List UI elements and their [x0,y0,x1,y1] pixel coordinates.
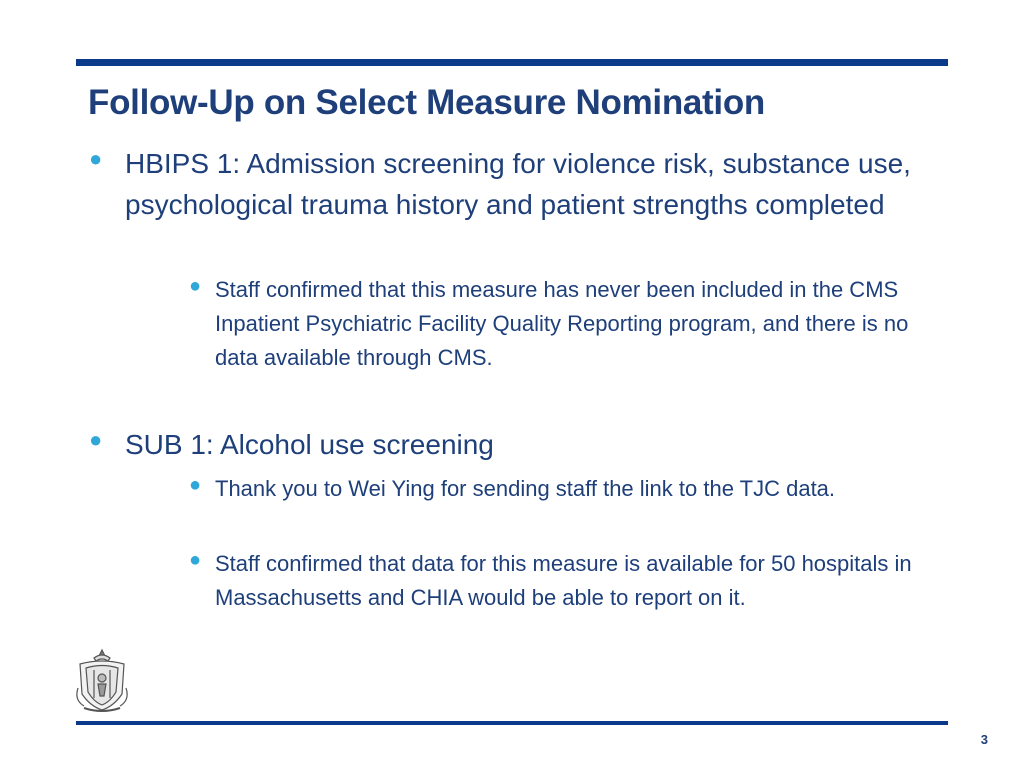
sub-item-sub1-hospitals [189,547,935,615]
bullet-text: HBIPS 1: Admission screening for violence risk, substance use, psychological trauma history and patient strengths completed [125,148,911,220]
sub-bullet-text: Staff confirmed that data for this measure is available for 50 hospitals in Massachusetts and CHIA would be able to report on it. [215,551,912,610]
sub-bullet-text: Staff confirmed that this measure has never been included in the CMS Inpatient Psychiatric Facility Quality Reporting program, and there is no data available through CMS. [215,277,909,370]
bullet-icon: ● [189,549,202,571]
bullet-text: SUB 1: Alcohol use screening [125,429,494,460]
sub-item-sub1-tjc [189,472,935,506]
bullet-icon: ● [89,427,103,452]
bullet-icon: ● [189,275,202,297]
bottom-rule [76,721,948,725]
sub-bullet-text: Thank you to Wei Ying for sending staff the link to the TJC data. [215,476,836,501]
page-number: 3 [980,732,988,747]
list-item-sub1 [89,424,945,465]
massachusetts-seal-icon [74,648,130,714]
bullet-icon: ● [189,474,202,496]
sub-item-hbips-cms [189,273,935,375]
slide-title: Follow-Up on Select Measure Nomination [88,83,765,122]
list-item-hbips [89,143,945,225]
bullet-icon: ● [89,146,103,171]
